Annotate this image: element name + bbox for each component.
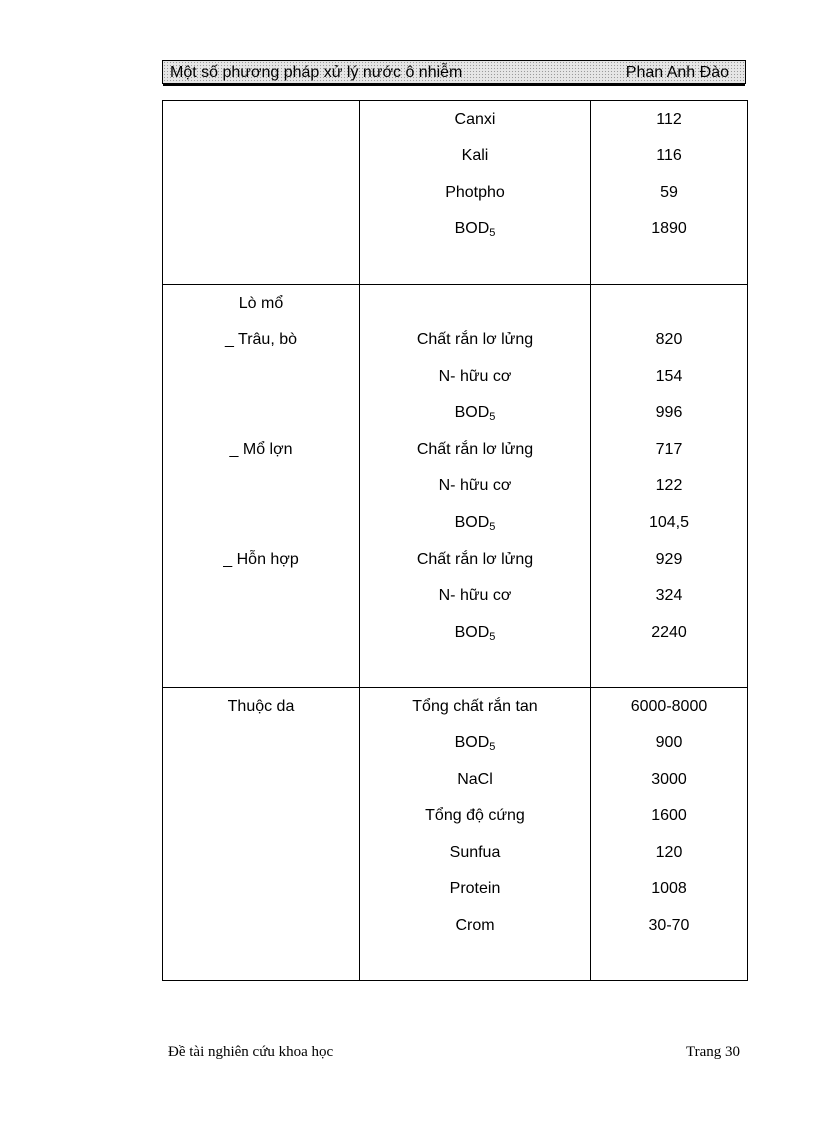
parameter-subscript: 5 <box>489 411 496 424</box>
table-row <box>163 101 748 285</box>
parameter-value: 1600 <box>651 807 687 825</box>
source-label <box>163 505 359 542</box>
parameter-value: 120 <box>655 843 683 861</box>
parameter-name <box>360 102 590 139</box>
source-label <box>163 359 359 396</box>
parameter-label: Sunfua <box>449 843 501 861</box>
parameter-label: Chất rắn lơ lửng <box>416 550 534 568</box>
parameter-value: 2240 <box>651 623 687 641</box>
parameter-name <box>360 359 590 396</box>
parameter-value: 929 <box>655 550 683 568</box>
source-label <box>163 468 359 505</box>
parameter-value: 59 <box>660 183 678 201</box>
parameter-name <box>360 689 590 726</box>
parameter-name <box>360 725 590 762</box>
parameter-value: 30-70 <box>648 917 690 935</box>
value-cell <box>591 101 748 285</box>
header-shadow <box>163 84 745 86</box>
value-cell <box>591 688 748 981</box>
source-label <box>163 615 359 652</box>
parameter-name <box>360 395 590 432</box>
parameter-name <box>360 578 590 615</box>
parameter-name <box>360 835 590 872</box>
param-cell <box>360 101 591 285</box>
parameter-name <box>360 542 590 579</box>
table-row <box>163 688 748 981</box>
parameter-label: Protein <box>449 880 501 898</box>
parameter-label: Chất rắn lơ lửng <box>416 331 534 349</box>
parameter-subscript: 5 <box>489 630 496 643</box>
parameter-value: 116 <box>656 147 682 165</box>
source-label <box>163 395 359 432</box>
parameter-label: N- hữu cơ <box>438 367 512 385</box>
source-label <box>163 578 359 615</box>
parameter-name <box>360 286 590 323</box>
source-label: Lò mổ <box>238 294 284 312</box>
parameter-name <box>360 798 590 835</box>
parameter-name <box>360 505 590 542</box>
source-cell <box>163 101 360 285</box>
parameter-value: 6000-8000 <box>630 697 708 715</box>
parameter-name <box>360 468 590 505</box>
parameter-name <box>360 322 590 359</box>
source-cell <box>163 688 360 981</box>
parameter-label: Tổng độ cứng <box>425 807 525 825</box>
parameter-label: BOD <box>454 220 490 238</box>
parameter-value: 104,5 <box>648 514 690 532</box>
parameter-subscript: 5 <box>489 741 496 754</box>
parameter-label: Photpho <box>445 183 505 201</box>
page-number: Trang 30 <box>685 1044 740 1060</box>
parameter-label: BOD <box>454 734 490 752</box>
parameter-value: 996 <box>655 404 683 422</box>
parameter-value: 1890 <box>651 220 687 238</box>
parameter-value: 1008 <box>651 880 687 898</box>
parameter-value: 820 <box>655 331 683 349</box>
parameter-label: Kali <box>461 147 489 165</box>
parameter-subscript: 5 <box>489 521 496 534</box>
page-header <box>162 60 746 84</box>
header-author: Phan Anh Đào <box>625 64 729 81</box>
parameter-label: BOD <box>454 404 490 422</box>
source-label: Thuộc da <box>227 697 295 715</box>
parameter-label: BOD <box>454 623 490 641</box>
parameter-value: 122 <box>655 477 683 495</box>
parameter-name <box>360 138 590 175</box>
parameter-name <box>360 175 590 212</box>
parameter-label: Tổng chất rắn tan <box>412 697 538 715</box>
parameter-name <box>360 762 590 799</box>
param-cell <box>360 688 591 981</box>
value-cell <box>591 285 748 688</box>
source-label: _ Hỗn hợp <box>223 550 299 568</box>
header-title: Một số phương pháp xử lý nước ô nhiễm <box>170 64 463 81</box>
pollutant-table <box>162 100 748 981</box>
parameter-label: N- hữu cơ <box>438 587 512 605</box>
parameter-label: Crom <box>455 917 495 935</box>
parameter-name <box>360 871 590 908</box>
parameter-name <box>360 908 590 945</box>
parameter-value: 717 <box>655 440 683 458</box>
param-cell <box>360 285 591 688</box>
parameter-label: N- hữu cơ <box>438 477 512 495</box>
footer-left: Đề tài nghiên cứu khoa học <box>168 1044 334 1060</box>
parameter-name <box>360 615 590 652</box>
parameter-label: Canxi <box>454 110 496 128</box>
parameter-value: 3000 <box>651 770 687 788</box>
parameter-label: Chất rắn lơ lửng <box>416 440 534 458</box>
parameter-subscript: 5 <box>489 227 496 240</box>
parameter-value: 112 <box>656 110 682 128</box>
parameter-label: BOD <box>454 514 490 532</box>
parameter-value: 154 <box>655 367 683 385</box>
source-cell <box>163 285 360 688</box>
parameter-value <box>591 286 747 323</box>
source-label: _ Trâu, bò <box>224 331 298 349</box>
parameter-name <box>360 432 590 469</box>
parameter-label: NaCl <box>457 770 493 788</box>
table-row <box>163 285 748 688</box>
source-label: _ Mổ lợn <box>229 440 293 458</box>
parameter-name <box>360 211 590 248</box>
parameter-value: 900 <box>655 734 683 752</box>
parameter-value: 324 <box>655 587 683 605</box>
